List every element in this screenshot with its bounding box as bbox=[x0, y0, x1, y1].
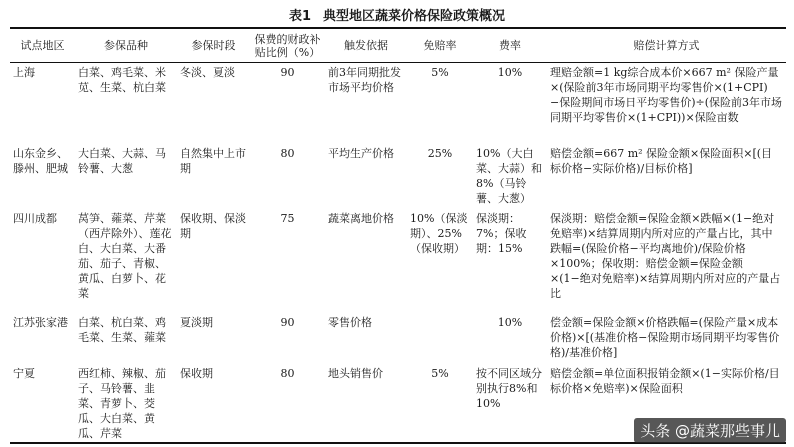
header-trigger: 触发依据 bbox=[344, 39, 388, 52]
source-watermark: 头条 @蔬菜那些事儿 bbox=[634, 418, 786, 443]
cell-trigger: 地头销售价 bbox=[328, 367, 383, 380]
cell-subsidy: 80 bbox=[280, 367, 295, 380]
cell-deductible bbox=[407, 312, 473, 363]
table-row-sichuan bbox=[10, 208, 786, 312]
cell-region: 四川成都 bbox=[13, 212, 57, 225]
cell-rate: 10%（大白菜、大蒜）和8%（马铃薯、大葱） bbox=[476, 147, 542, 205]
cell-formula: 偿金额=保险金额×价格跌幅=(保险产量×成本价格)×[(基准价格−保险期市场同期平均零售价格)/基准价格] bbox=[550, 316, 780, 359]
table-caption bbox=[0, 5, 794, 24]
cell-period: 冬淡、夏淡 bbox=[180, 66, 235, 79]
header-deductible: 免赔率 bbox=[423, 39, 457, 52]
cell-trigger: 平均生产价格 bbox=[328, 147, 394, 160]
cell-formula: 赔偿金额=667 m² 保险金额×保险面积×[(目标价格−实际价格)/目标价格] bbox=[550, 147, 773, 175]
table-row-shanghai bbox=[10, 62, 786, 143]
cell-subsidy: 90 bbox=[280, 316, 295, 329]
cell-period: 保收期 bbox=[180, 367, 213, 380]
cell-formula: 理赔金额=1 kg综合成本价×667 m² 保险产量×(保险前3年市场同期平均零售价×(1+CPI)−保险期间市场日平均零售价)÷(保险前3年市场同期平均零售价×(1+CPI))×保险亩数 bbox=[550, 66, 783, 124]
cell-trigger: 零售价格 bbox=[328, 316, 372, 329]
cell-period: 保收期、保淡期 bbox=[180, 212, 246, 240]
cell-subsidy: 80 bbox=[280, 147, 295, 160]
header-subsidy: 保费的财政补贴比例（%） bbox=[254, 32, 321, 59]
cell-deductible: 25% bbox=[427, 147, 453, 160]
cell-rate: 按不同区域分别执行8%和10% bbox=[476, 367, 542, 410]
table-row-shandong bbox=[10, 143, 786, 208]
cell-trigger: 蔬菜离地价格 bbox=[328, 212, 394, 225]
cell-varieties: 西红柿、辣椒、茄子、马铃薯、韭菜、青萝卜、茭瓜、大白菜、黄瓜、芹菜 bbox=[78, 367, 166, 440]
cell-rate: 10% bbox=[497, 66, 523, 79]
cell-trigger: 前3年同期批发市场平均价格 bbox=[328, 66, 401, 94]
cell-period: 自然集中上市期 bbox=[180, 147, 246, 175]
cell-rate: 10% bbox=[497, 316, 523, 329]
table-number: 表1 bbox=[288, 9, 312, 24]
header-region: 试点地区 bbox=[20, 39, 65, 52]
cell-deductible: 5% bbox=[431, 367, 449, 380]
cell-region: 江苏张家港 bbox=[13, 316, 68, 329]
table-row-jiangsu bbox=[10, 312, 786, 363]
cell-region: 山东金乡、滕州、肥城 bbox=[13, 147, 68, 175]
header-period: 参保时段 bbox=[191, 39, 236, 52]
cell-varieties: 白菜、杭白菜、鸡毛菜、生菜、蕹菜 bbox=[78, 316, 166, 344]
cell-varieties: 白菜、鸡毛菜、米苋、生菜、杭白菜 bbox=[78, 66, 166, 94]
cell-deductible: 5% bbox=[431, 66, 449, 79]
header-row bbox=[10, 29, 786, 62]
header-formula: 赔偿计算方式 bbox=[633, 39, 700, 52]
table-title: 典型地区蔬菜价格保险政策概况 bbox=[323, 9, 506, 24]
header-rate: 费率 bbox=[499, 39, 521, 52]
cell-formula: 保淡期：赔偿金额=保险金额×跌幅×(1−绝对免赔率)×结算周期内所对应的产量占比，其中跌幅=(保险价格−平均离地价)/保险价格×100%；保收期：赔偿金额=保险金额×(1−绝对免赔率)×结算周期内所对应的产量占比 bbox=[550, 212, 781, 300]
cell-varieties: 大白菜、大蒜、马铃薯、大葱 bbox=[78, 147, 166, 175]
header-varieties: 参保品种 bbox=[104, 39, 148, 52]
cell-region: 宁夏 bbox=[13, 367, 35, 380]
policy-table bbox=[10, 29, 786, 443]
cell-subsidy: 90 bbox=[280, 66, 295, 79]
cell-subsidy: 75 bbox=[280, 212, 295, 225]
cell-formula: 赔偿金额=单位面积报销金额×(1−实际价格/目标价格×免赔率)×保险面积 bbox=[550, 367, 780, 395]
cell-period: 夏淡期 bbox=[180, 316, 213, 329]
cell-rate: 保淡期：7%；保收期：15% bbox=[476, 212, 527, 255]
cell-region: 上海 bbox=[13, 66, 35, 79]
cell-deductible: 10%（保淡期）、25%（保收期） bbox=[410, 212, 468, 255]
cell-varieties: 莴笋、蕹菜、芹菜（西芹除外）、莲花白、大白菜、大番茄、茄子、青椒、黄瓜、白萝卜、花菜 bbox=[78, 212, 172, 300]
